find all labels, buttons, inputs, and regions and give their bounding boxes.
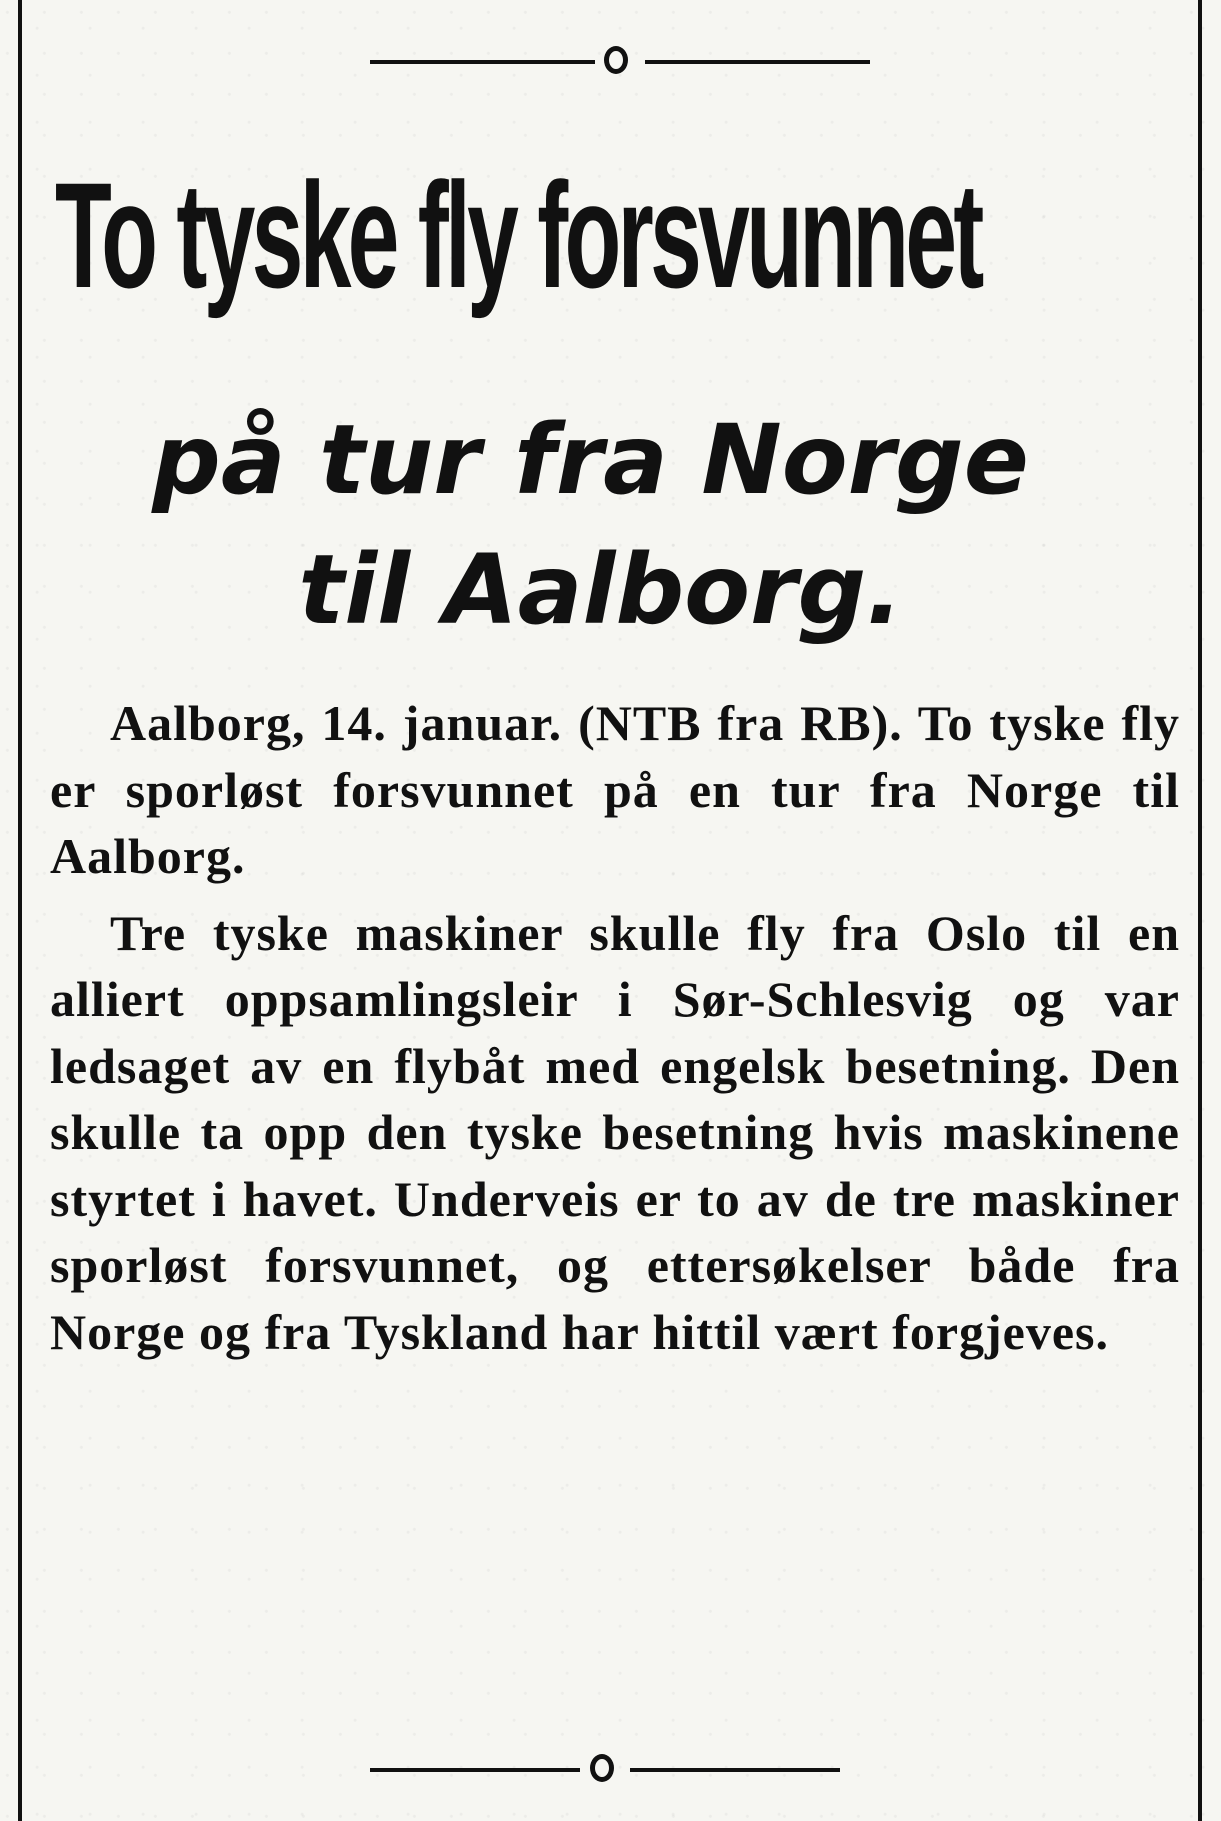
bottom-divider	[370, 1750, 840, 1790]
divider-ornament	[604, 46, 628, 74]
headline: To tyske fly forsvunnet	[55, 151, 981, 319]
subheadline-line-1: på tur fra Norge	[152, 404, 1029, 516]
subheadline-line-2: til Aalborg.	[298, 534, 903, 646]
column-rule-right	[1198, 0, 1202, 1821]
top-divider	[370, 42, 870, 82]
article-paragraph: Tre tyske maskiner skulle fly fra Oslo til en alliert oppsamlingsleir i Sør-Schlesvig og var ledsaget av en flybåt med engelsk besetning. Den skulle ta opp den tyske besetning hvis maskinene styrtet i havet. Underveis er to av de tre maskiner sporløst forsvunnet, og ettersøkelser både fra Norge og fra Tyskland har hittil vært forgjeves.	[50, 904, 1180, 1360]
divider-line	[370, 60, 595, 64]
column-rule-left	[18, 0, 22, 1821]
divider-ornament	[590, 1754, 614, 1782]
article-body	[50, 690, 1180, 1377]
divider-line	[645, 60, 870, 64]
article-paragraph: Aalborg, 14. januar. (NTB fra RB). To tyske fly er sporløst forsvunnet på en tur fra Norge til Aalborg.	[50, 695, 1180, 884]
divider-line	[630, 1768, 840, 1772]
divider-line	[370, 1768, 580, 1772]
